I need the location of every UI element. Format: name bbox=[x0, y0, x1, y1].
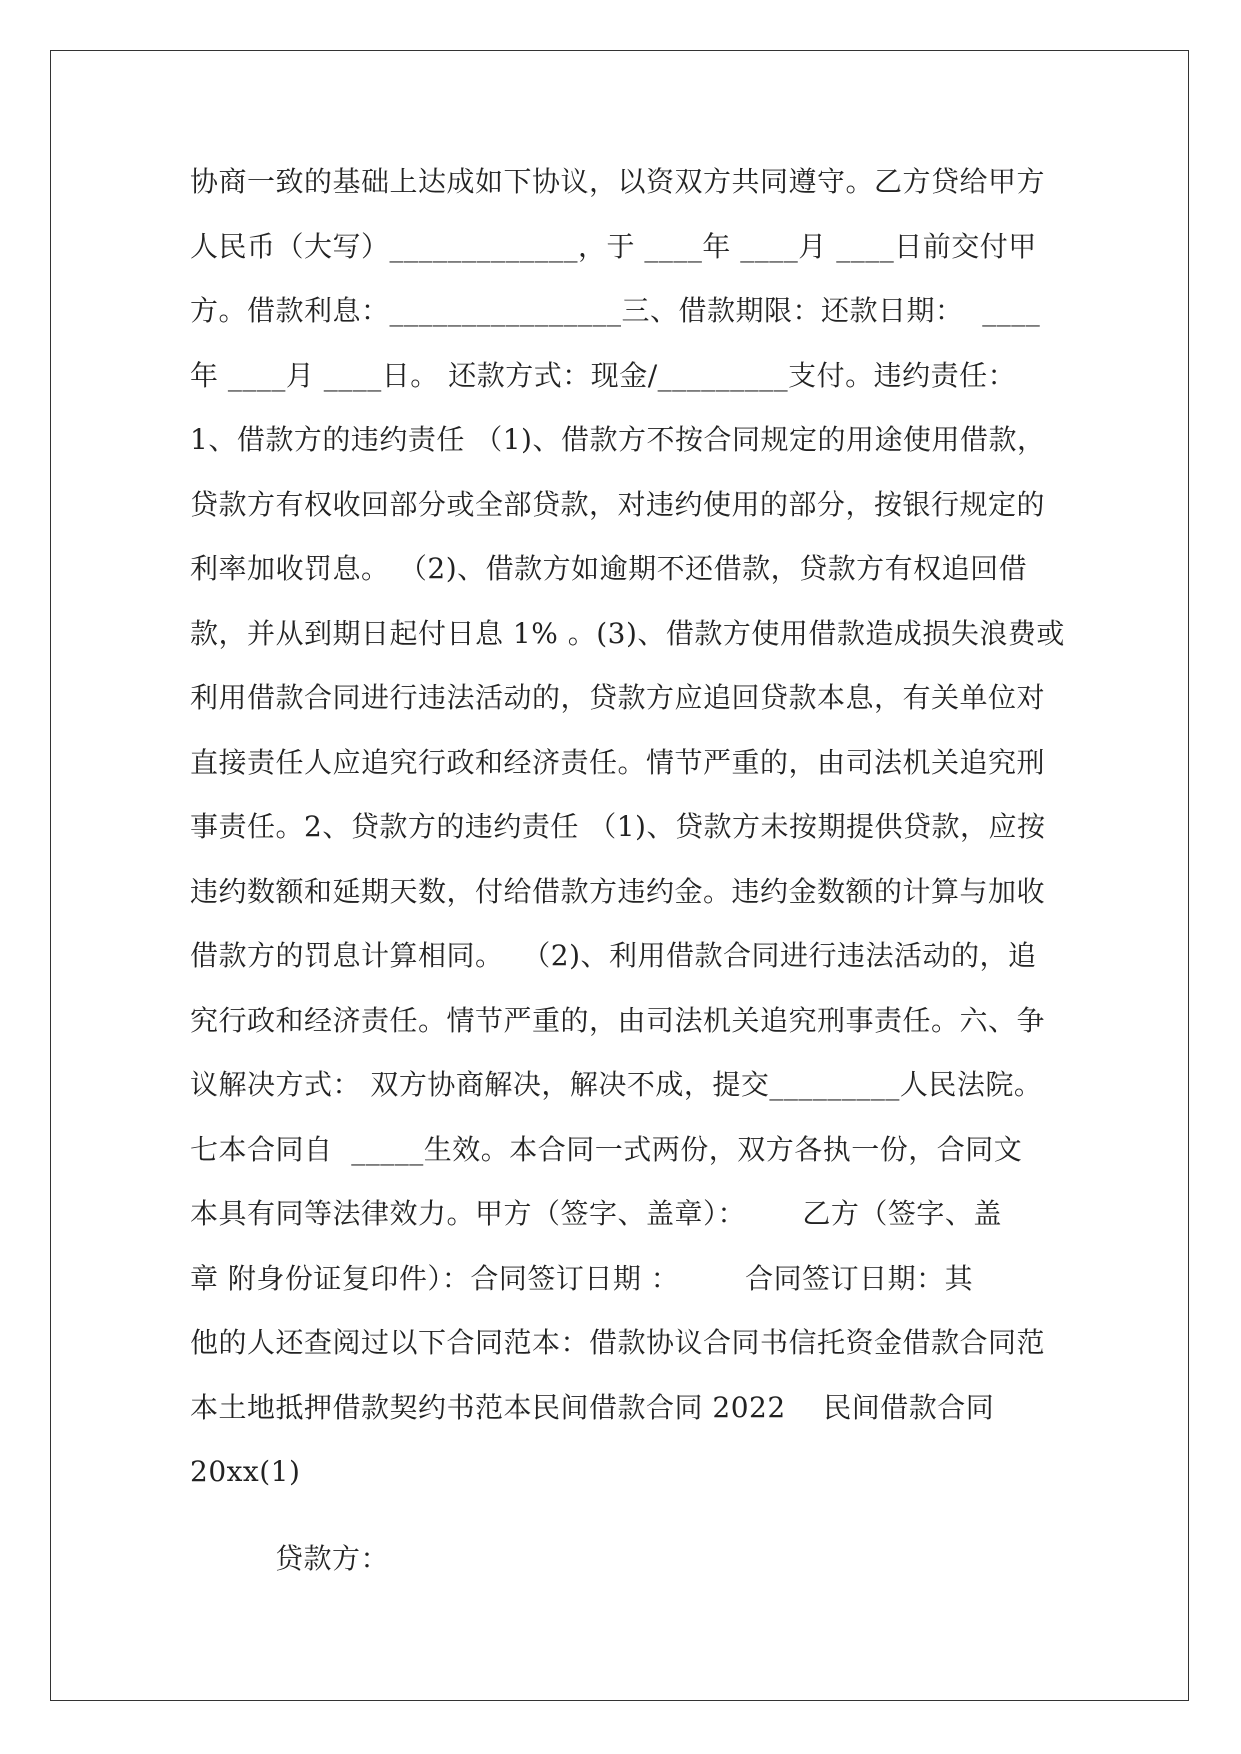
text-line: 款，并从到期日起付日息 1% 。(3)、借款方使用借款造成损失浪费或 bbox=[190, 616, 1065, 650]
text-line: 利用借款合同进行违法活动的，贷款方应追回贷款本息，有关单位对 bbox=[190, 681, 1046, 714]
text-line: 他的人还查阅过以下合同范本：借款协议合同书信托资金借款合同范 bbox=[190, 1326, 1046, 1359]
text-line: 借款方的罚息计算相同。 （2)、利用借款合同进行违法活动的，追 bbox=[190, 939, 1037, 972]
text-line: 本具有同等法律效力。甲方（签字、盖章）： 乙方（签字、盖 bbox=[190, 1197, 1002, 1230]
text-line: 方。借款利息：________________三、借款期限：还款日期： ____ bbox=[190, 294, 1041, 327]
text-line: 20xx(1) bbox=[190, 1455, 301, 1488]
text-line: 本土地抵押借款契约书范本民间借款合同 2022 民间借款合同 bbox=[190, 1390, 995, 1424]
text-line: 利率加收罚息。 （2)、借款方如逾期不还借款，贷款方有权追回借 bbox=[190, 552, 1028, 585]
text-line: 究行政和经济责任。情节严重的，由司法机关追究刑事责任。六、争 bbox=[190, 1003, 1046, 1037]
text-line: 协商一致的基础上达成如下协议，以资双方共同遵守。乙方贷给甲方 bbox=[190, 165, 1046, 198]
document-body bbox=[190, 150, 1065, 1591]
text-line: 直接责任人应追究行政和经济责任。情节严重的，由司法机关追究刑 bbox=[190, 745, 1046, 779]
text-line: 事责任。2、贷款方的违约责任 （1)、贷款方未按期提供贷款，应按 bbox=[190, 810, 1046, 843]
text-line: 人民币（大写）_____________，于 ____年 ____月 ____日前交付甲 bbox=[190, 229, 1037, 263]
text-line: 七本合同自 _____生效。本合同一式两份，双方各执一份，合同文 bbox=[190, 1132, 1023, 1166]
paragraph-gap bbox=[190, 1505, 1060, 1527]
text-line: 违约数额和延期天数，付给借款方违约金。违约金数额的计算与加收 bbox=[190, 874, 1046, 908]
text-line: 1、借款方的违约责任 （1)、借款方不按合同规定的用途使用借款， bbox=[190, 423, 1046, 456]
text-line: 年 ____月 ____日。 还款方式：现金/_________支付。违约责任： bbox=[190, 358, 1017, 392]
text-line: 章 附身份证复印件）：合同签订日期 ： 合同签订日期：其 bbox=[190, 1261, 974, 1295]
text-line: 议解决方式： 双方协商解决，解决不成，提交_________人民法院。 bbox=[190, 1068, 1043, 1101]
text-line: 贷款方有权收回部分或全部贷款，对违约使用的部分，按银行规定的 bbox=[190, 487, 1046, 521]
lender-label: 贷款方： bbox=[275, 1541, 390, 1575]
